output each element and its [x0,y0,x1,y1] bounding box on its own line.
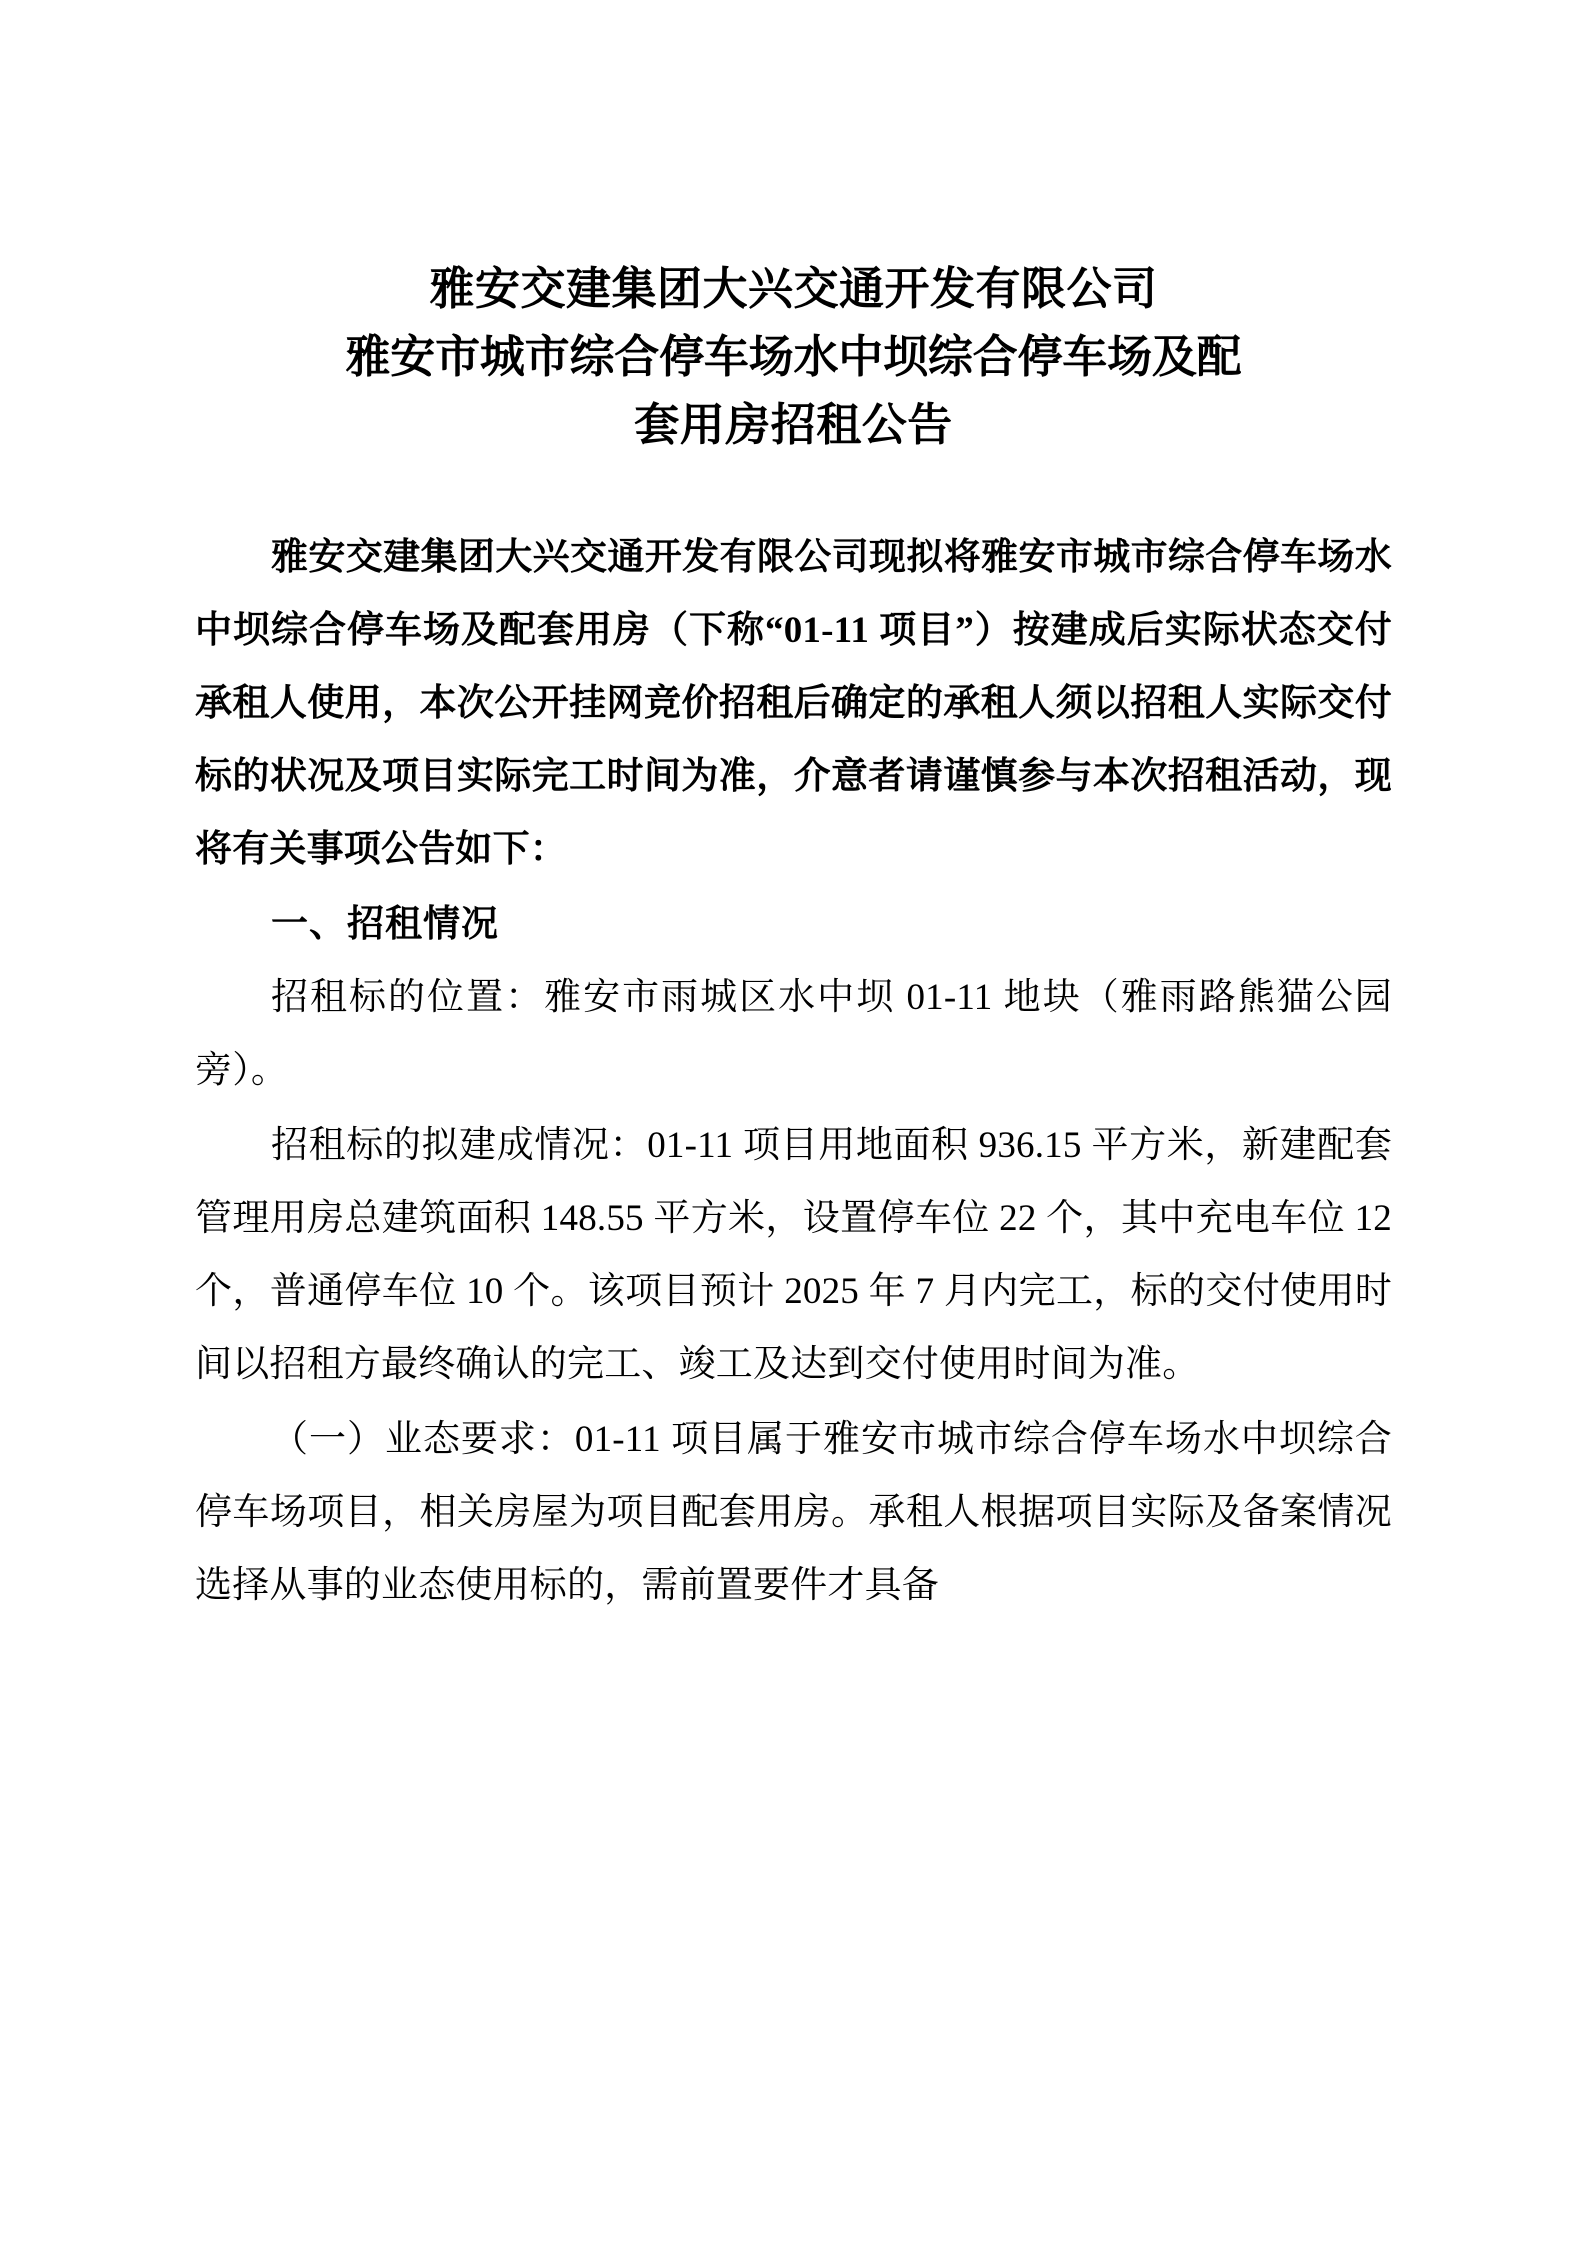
paragraph-construction: 招租标的拟建成情况：01-11 项目用地面积 936.15 平方米，新建配套管理用房总建筑面积 148.55 平方米，设置停车位 22 个，其中充电车位 12 个，普通停车位 10 个。该项目预计 2025 年 7 月内完工，标的交付使用时间以招租方最终确认的完工、竣工及达到交付使用时间为准。 [195,1125,1392,1385]
section-heading-rental-situation: 一、招租情况 [271,904,499,945]
title-line-3: 套用房招租公告 [634,400,953,450]
title-line-2: 雅安市城市综合停车场水中坝综合停车场及配 [345,332,1242,382]
title-line-1: 雅安交建集团大兴交通开发有限公司 [429,264,1158,314]
paragraph-intro: 雅安交建集团大兴交通开发有限公司现拟将雅安市城市综合停车场水中坝综合停车场及配套用房（下称“01-11 项目”）按建成后实际状态交付承租人使用，本次公开挂网竞价招租后确定的承租人须以招租人实际交付标的状况及项目实际完工时间为准，介意者请谨慎参与本次招租活动，现将有关事项公告如下： [195,537,1392,870]
paragraph-business-requirement: （一）业态要求：01-11 项目属于雅安市城市综合停车场水中坝综合停车场项目，相关房屋为项目配套用房。承租人根据项目实际及备案情况选择从事的业态使用标的，需前置要件才具备 [195,1419,1392,1606]
paragraph-location: 招租标的位置：雅安市雨城区水中坝 01-11 地块（雅雨路熊猫公园旁）。 [195,977,1392,1091]
page-title [195,255,1392,459]
